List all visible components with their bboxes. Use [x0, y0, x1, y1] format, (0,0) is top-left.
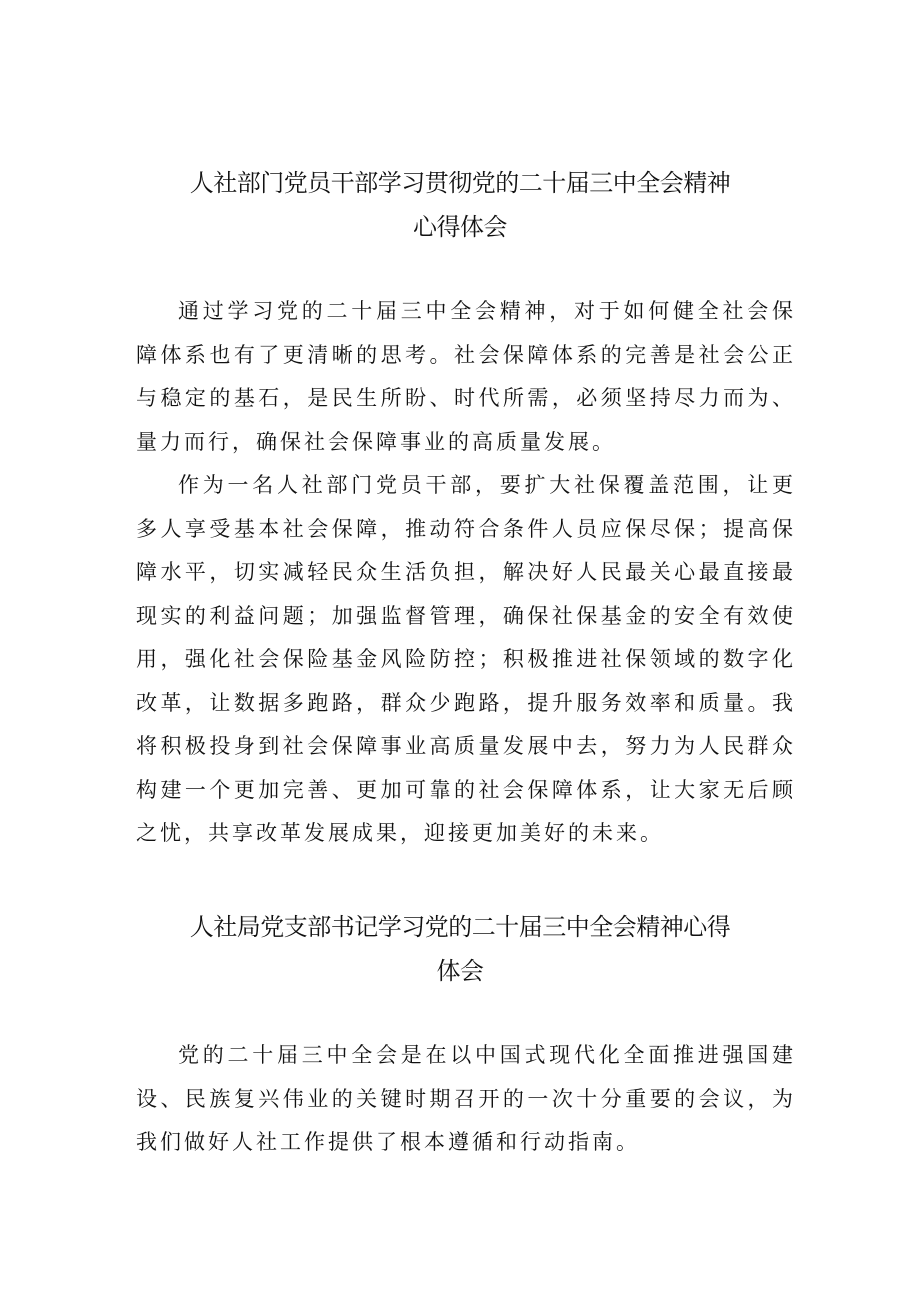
section-2-title-line-2: 体会: [436, 957, 484, 985]
section-1-title-line-2: 心得体会: [413, 213, 507, 241]
section-2-paragraph-1: 党的二十届三中全会是在以中国式现代化全面推进强国建设、民族复兴伟业的关键时期召开的一次十分重要的会议，为我们做好人社工作提供了根本遵循和行动指南。: [136, 1043, 796, 1154]
section-2-title-line-1: 人社局党支部书记学习党的二十届三中全会精神心得: [189, 913, 731, 941]
section-1-title-line-1: 人社部门党员干部学习贯彻党的二十届三中全会精神: [189, 169, 731, 197]
section-2-title: [130, 905, 790, 993]
section-2-body: [136, 1034, 796, 1165]
section-1-title: [130, 161, 790, 249]
section-1-paragraph-1: 通过学习党的二十届三中全会精神，对于如何健全社会保障体系也有了更清晰的思考。社会保障体系的完善是社会公正与稳定的基石，是民生所盼、时代所需，必须坚持尽力而为、量力而行，确保社会保障事业的高质量发展。: [136, 299, 796, 454]
section-1-paragraph-2: 作为一名人社部门党员干部，要扩大社保覆盖范围，让更多人享受基本社会保障，推动符合条件人员应保尽保；提高保障水平，切实减轻民众生活负担，解决好人民最关心最直接最现实的利益问题；加强监督管理，确保社保基金的安全有效使用，强化社会保险基金风险防控；积极推进社保领域的数字化改革，让数据多跑路，群众少跑路，提升服务效率和质量。我将积极投身到社会保障事业高质量发展中去，努力为人民群众构建一个更加完善、更加可靠的社会保障体系，让大家无后顾之忧，共享改革发展成果，迎接更加美好的未来。: [136, 473, 796, 845]
section-1-body: [136, 290, 796, 856]
